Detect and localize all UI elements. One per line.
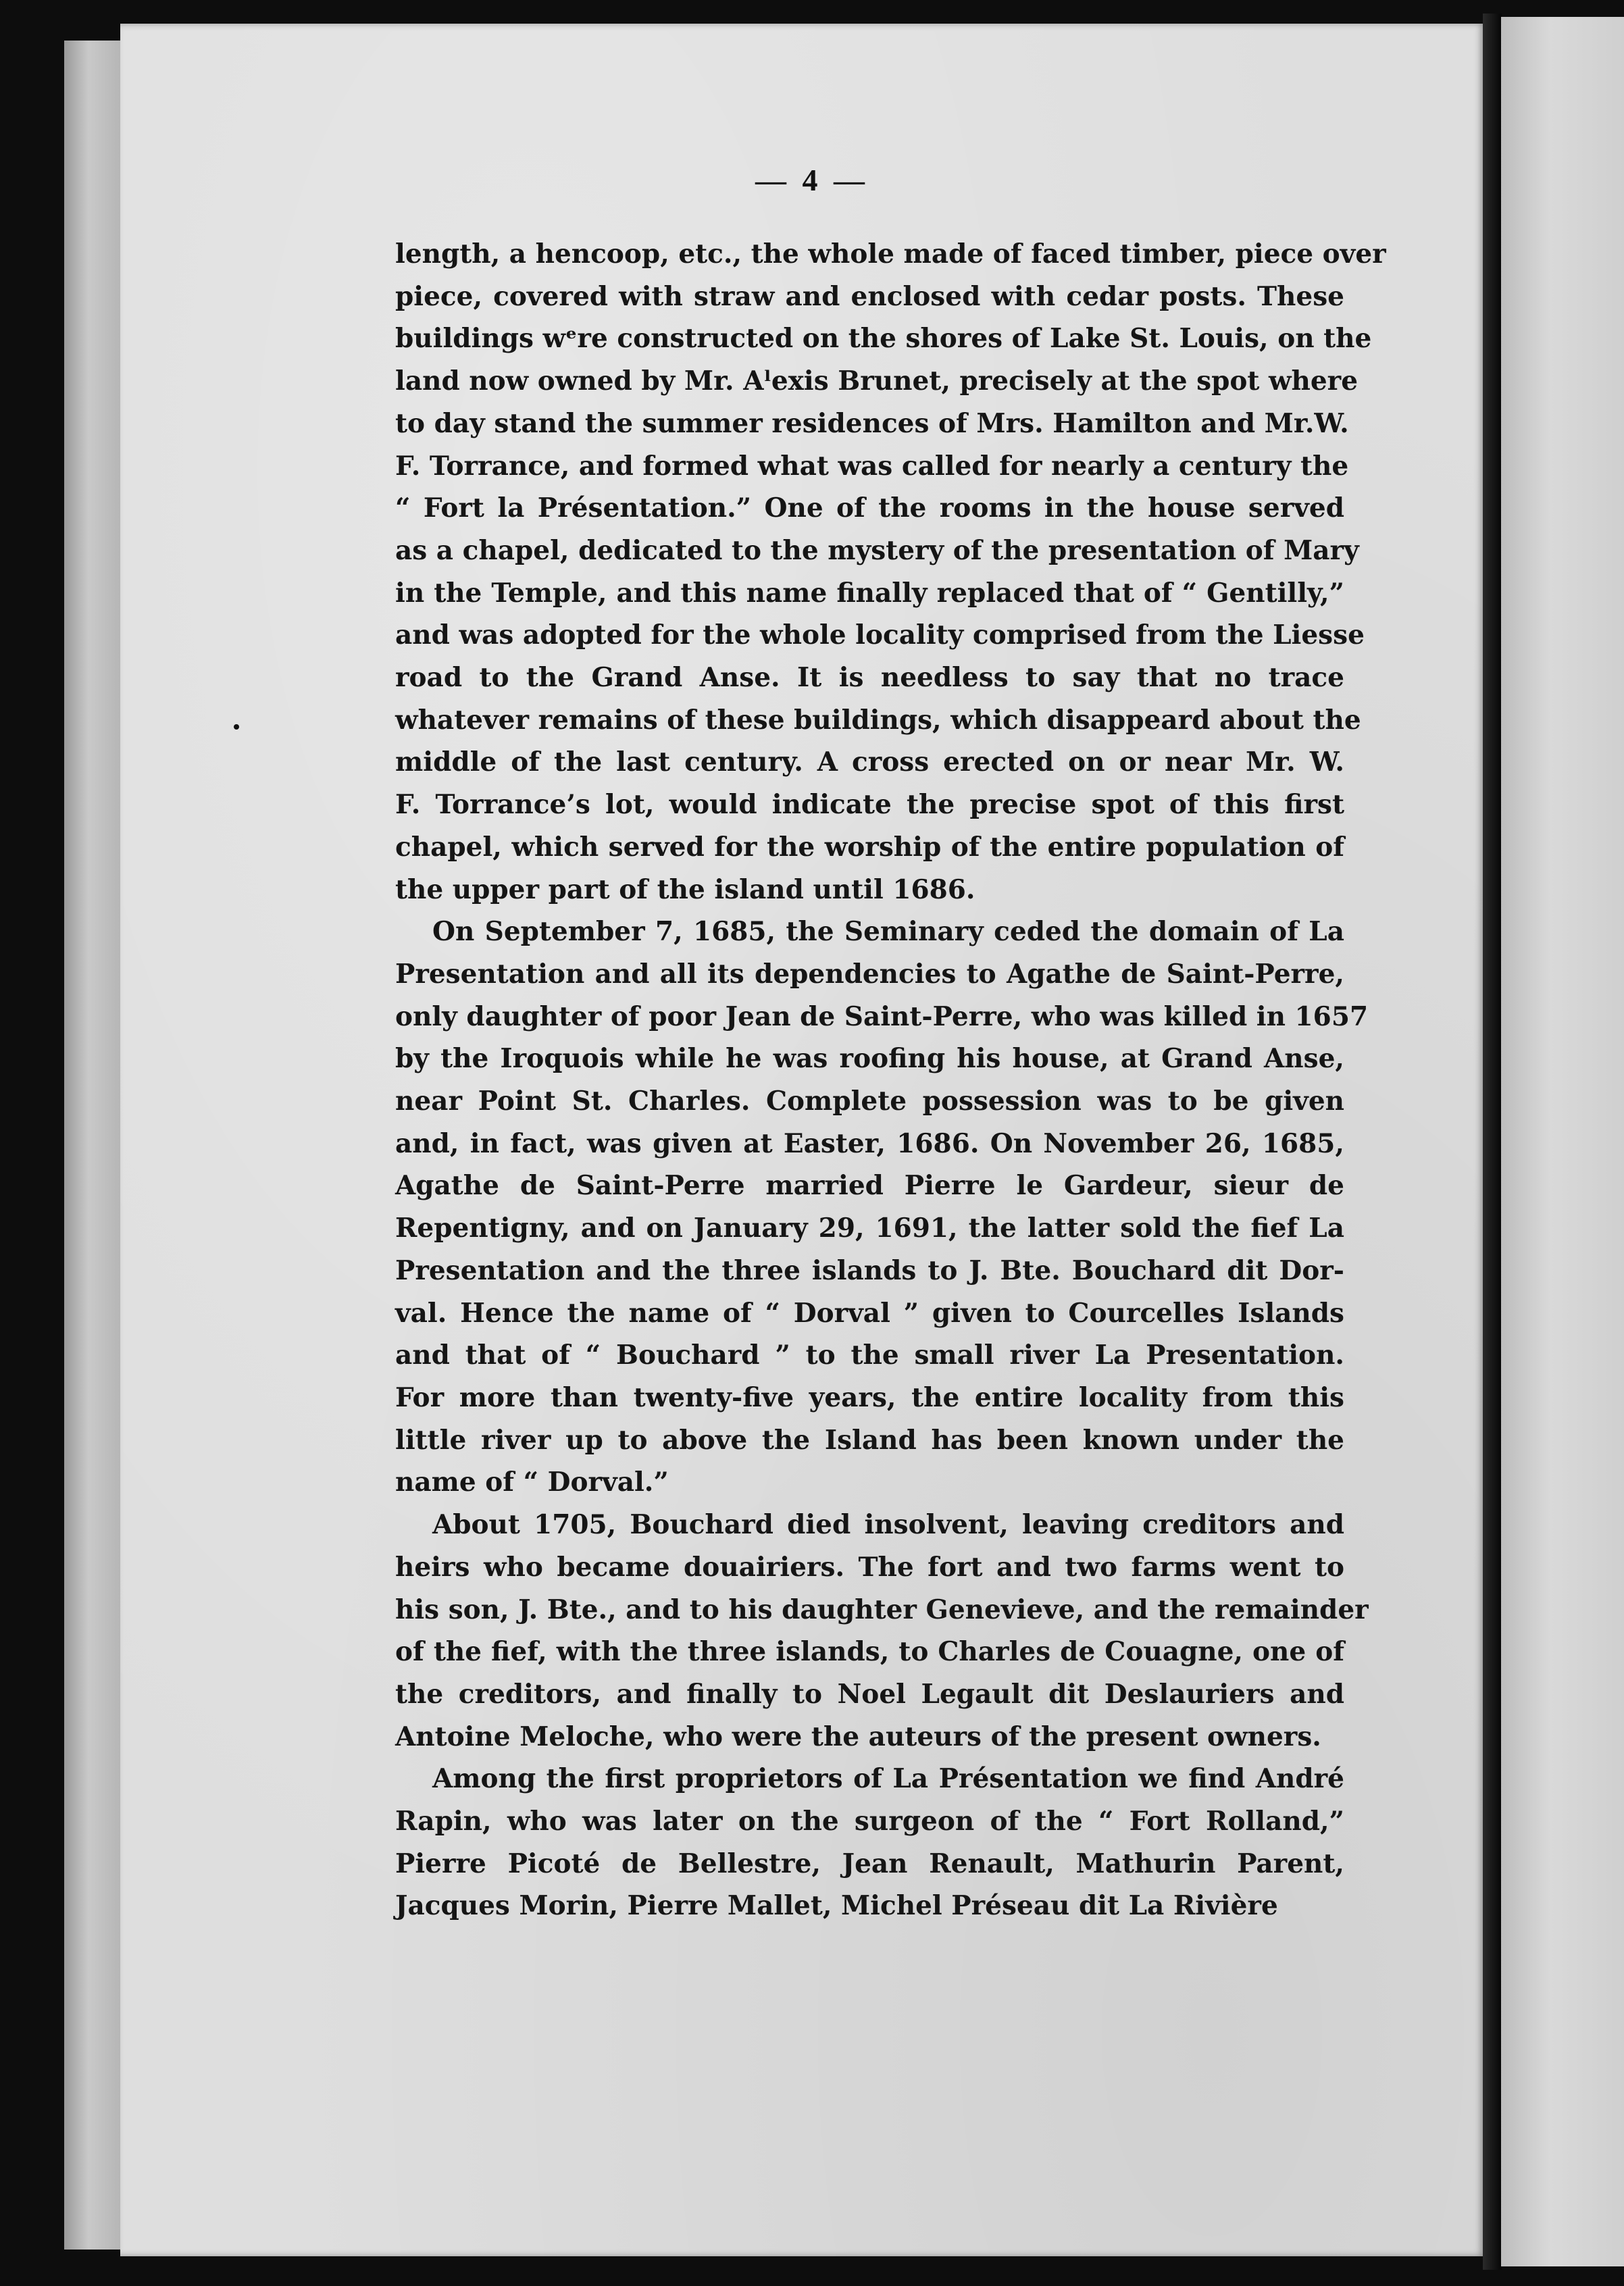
- text-line: and was adopted for the whole locality comprised from the Liesse: [395, 619, 1365, 651]
- paragraph: [395, 1758, 1344, 1927]
- text-line: his son, J. Bte., and to his daughter Genevieve, and the remainder: [395, 1594, 1369, 1625]
- text-line: buildings wᵉre constructed on the shores of Lake St. Louis, on the: [395, 323, 1372, 355]
- text-line: “ Fort la Présentation.” One of the rooms in the house served: [395, 492, 1344, 524]
- text-line: whatever remains of these buildings, which disappeard about the: [395, 704, 1361, 736]
- text-line: of the fief, with the three islands, to Charles de Couagne, one of: [395, 1636, 1344, 1668]
- text-line: little river up to above the Island has been known under the: [395, 1424, 1344, 1456]
- text-line: middle of the last century. A cross erected on or near Mr. W.: [395, 746, 1344, 778]
- paragraph: [395, 1504, 1369, 1758]
- text-line: chapel, which served for the worship of the entire population of: [395, 831, 1344, 863]
- text-line: by the Iroquois while he was roofing his house, at Grand Anse,: [395, 1043, 1344, 1075]
- text-line: Presentation and all its dependencies to Agathe de Saint-Perre,: [395, 958, 1344, 990]
- text-line: piece, covered with straw and enclosed with cedar posts. These: [395, 280, 1344, 312]
- text-line: Rapin, who was later on the surgeon of the “ Fort Rolland,”: [395, 1806, 1344, 1837]
- text-line: land now owned by Mr. Aˡexis Brunet, precisely at the spot where: [395, 365, 1359, 397]
- next-page-edge: [1501, 17, 1624, 2266]
- text-line: Repentigny, and on January 29, 1691, the latter sold the fief La: [395, 1213, 1344, 1244]
- paragraph: [395, 233, 1386, 911]
- text-line: F. Torrance’s lot, would indicate the precise spot of this first: [395, 789, 1344, 821]
- text-line: F. Torrance, and formed what was called for nearly a century the: [395, 450, 1349, 482]
- text-line: For more than twenty-five years, the entire locality from this: [395, 1381, 1344, 1413]
- text-line: near Point St. Charles. Complete possession was to be given: [395, 1086, 1344, 1117]
- text-line: length, a hencoop, etc., the whole made of faced timber, piece over: [395, 238, 1386, 270]
- paragraph: [395, 911, 1369, 1504]
- text-line: Pierre Picoté de Bellestre, Jean Renault, Mathurin Parent,: [395, 1848, 1344, 1879]
- text-line: in the Temple, and this name finally replaced that of “ Gentilly,”: [395, 577, 1344, 609]
- text-line: and, in fact, was given at Easter, 1686. On November 26, 1685,: [395, 1127, 1344, 1159]
- text-line: Among the first proprietors of La Présentation we find André: [432, 1763, 1344, 1795]
- binding-shadow: [1483, 14, 1502, 2270]
- text-line: Antoine Meloche, who were the auteurs of the present owners.: [395, 1721, 1321, 1752]
- text-line: the creditors, and finally to Noel Legault dit Deslauriers and: [395, 1678, 1344, 1710]
- text-line: to day stand the summer residences of Mrs. Hamilton and Mr.W.: [395, 407, 1349, 439]
- text-line: and that of “ Bouchard ” to the small river La Presentation.: [395, 1340, 1344, 1371]
- text-line: road to the Grand Anse. It is needless to say that no trace: [395, 662, 1344, 694]
- text-line: as a chapel, dedicated to the mystery of the presentation of Mary: [395, 534, 1359, 566]
- text-line: only daughter of poor Jean de Saint-Perre, who was killed in 1657: [395, 1000, 1369, 1032]
- text-line: name of “ Dorval.”: [395, 1467, 669, 1498]
- ink-speck: [234, 724, 239, 730]
- text-line: the upper part of the island until 1686.: [395, 873, 975, 905]
- body-text: [395, 233, 1386, 1927]
- text-line: On September 7, 1685, the Seminary ceded the domain of La: [432, 916, 1344, 948]
- text-line: heirs who became douairiers. The fort and two farms went to: [395, 1551, 1344, 1583]
- text-line: Agathe de Saint-Perre married Pierre le Gardeur, sieur de: [395, 1170, 1344, 1202]
- page-number: — 4 —: [755, 163, 869, 197]
- text-line: Jacques Morin, Pierre Mallet, Michel Préseau dit La Rivière: [395, 1890, 1278, 1922]
- text-line: val. Hence the name of “ Dorval ” given to Courcelles Islands: [395, 1297, 1344, 1329]
- page-edge-left: [64, 41, 125, 2250]
- text-line: Presentation and the three islands to J. Bte. Bouchard dit Dor-: [395, 1254, 1344, 1286]
- text-line: About 1705, Bouchard died insolvent, leaving creditors and: [432, 1509, 1344, 1541]
